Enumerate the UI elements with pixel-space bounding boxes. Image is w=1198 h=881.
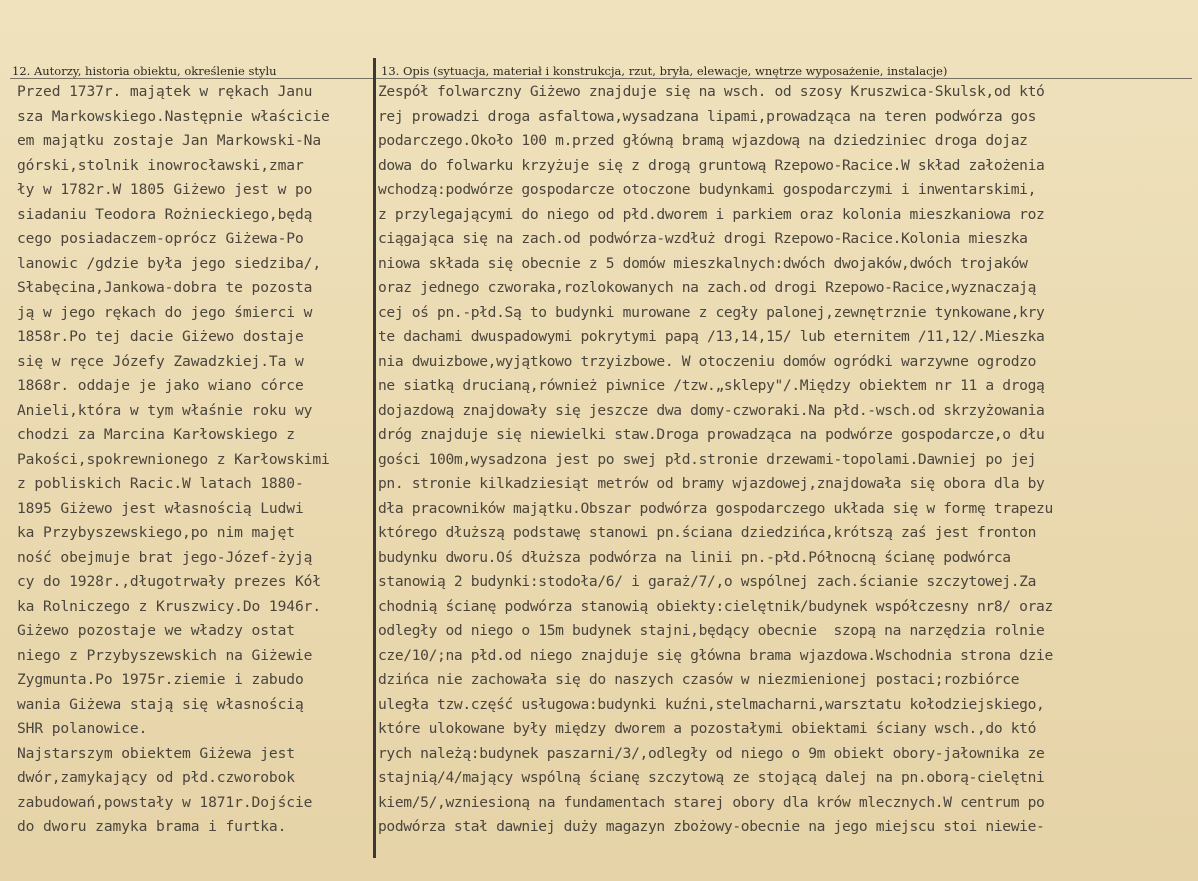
history-text-line: Przed 1737r. majątek w rękach Janu <box>17 83 313 100</box>
history-text-line: SHR polanowice. <box>17 720 148 737</box>
column-divider <box>373 58 376 858</box>
description-text-line: rych należą:budynek paszarni/3/,odległy od niego o 9m obiekt obory-jałownika ze <box>378 744 1045 762</box>
description-text-line: którego dłuższą podstawę stanowi pn.ściana dziedzińca,krótszą zaś jest fronton <box>378 524 1037 541</box>
description-text-line: które ulokowane były między dworem a pozostałymi obiektami ściany wsch.,do któ <box>378 720 1037 737</box>
history-text-line: Giżewo pozostaje we władzy ostat <box>17 622 295 639</box>
history-text-line: Słabęcina,Jankowa-dobra te pozosta <box>17 279 313 296</box>
description-text-line: stajnią/4/mający wspólną ścianę szczytową ze stojącą dalej na pn.oborą-cielętni <box>378 769 1045 786</box>
history-text-line: 1858r.Po tej dacie Giżewo dostaje <box>17 328 304 345</box>
description-text-line: te dachami dwuspadowymi pokrytymi papą /13,14,15/ lub eternitem /11,12/.Mieszka <box>378 328 1045 345</box>
history-text-line: lanowic /gdzie była jego siedziba/, <box>17 254 322 272</box>
description-text-line: chodnią ścianę podwórza stanowią obiekty:cielętnik/budynek współczesny nr8/ oraz <box>378 597 1053 615</box>
description-text-line: ne siatką drucianą,również piwnice /tzw.„sklepy"/.Między obiektem nr 11 a drogą <box>378 377 1045 394</box>
description-text-line: kiem/5/,wzniesioną na fundamentach starej obory dla krów mlecznych.W centrum po <box>378 793 1045 811</box>
description-text-line: gości 100m,wysadzona jest po swej płd.stronie drzewami-topolami.Dawniej po jej <box>378 450 1037 468</box>
description-text-line: nia dwuizbowe,wyjątkowo trzyizbowe. W otoczeniu domów ogródki warzywne ogrodzo <box>378 352 1037 370</box>
history-text-line: zabudowań,powstały w 1871r.Dojście <box>17 793 313 811</box>
description-text-line: Zespół folwarczny Giżewo znajduje się na wsch. od szosy Kruszwica-Skulsk,od któ <box>378 83 1045 100</box>
description-text-line: dła pracowników majątku.Obszar podwórza gospodarczego układa się w formę trapezu <box>378 499 1053 517</box>
description-text-line: cze/10/;na płd.od niego znajduje się główna brama wjazdowa.Wschodnia strona dzie <box>378 646 1053 664</box>
history-text-line: siadaniu Teodora Rożnieckiego,będą <box>17 205 313 223</box>
history-text-line: wania Giżewa stają się własnością <box>17 695 304 713</box>
header-rule <box>10 78 1192 79</box>
history-text-line: ność obejmuje brat jego-Józef-żyją <box>17 548 313 566</box>
history-column <box>17 80 369 840</box>
description-text-line: podwórza stał dawniej duży magazyn zbożowy-obecnie na jego miejscu stoi niewie- <box>378 818 1045 835</box>
history-text-line: Najstarszym obiektem Giżewa jest <box>17 744 295 762</box>
history-text-line: 1868r. oddaje je jako wiano córce <box>17 377 304 394</box>
description-text-line: pn. stronie kilkadziesiąt metrów od bramy wjazdowej,znajdowała się obora dla by <box>378 475 1045 492</box>
description-text-line: cej oś pn.-płd.Są to budynki murowane z cegły palonej,zewnętrznie tynkowane,kry <box>378 303 1045 321</box>
history-text-line: sza Markowskiego.Następnie właścicie <box>17 107 330 125</box>
description-text-line: niowa składa się obecnie z 5 domów mieszkalnych:dwóch dwojaków,dwóch trojaków <box>378 254 1028 272</box>
description-text-line: stanowią 2 budynki:stodoła/6/ i garaż/7/,o wspólnej zach.ścianie szczytowej.Za <box>378 573 1037 590</box>
description-text-line: z przylegającymi do niego od płd.dworem i parkiem oraz kolonia mieszkaniowa roz <box>378 205 1045 223</box>
description-text-line: rej prowadzi droga asfaltowa,wysadzana lipami,prowadząca na teren podwórza gos <box>378 107 1037 125</box>
description-text-line: dojazdową znajdowały się jeszcze dwa domy-czworaki.Na płd.-wsch.od skrzyżowania <box>378 401 1045 419</box>
description-text-line: wchodzą:podwórze gospodarcze otoczone budynkami gospodarczymi i inwentarskimi, <box>378 181 1037 198</box>
description-text-line: dowa do folwarku krzyżuje się z drogą gruntową Rzepowo-Racice.W skład założenia <box>378 156 1045 174</box>
history-text-line: górski,stolnik inowrocławski,zmar <box>17 156 304 174</box>
history-text-line: 1895 Giżewo jest własnością Ludwi <box>17 499 304 517</box>
description-text-line: oraz jednego czworaka,rozlokowanych na zach.od drogi Rzepowo-Racice,wyznaczają <box>378 279 1037 296</box>
history-text-line: cego posiadaczem-oprócz Giżewa-Po <box>17 230 304 247</box>
history-text-line: się w ręce Józefy Zawadzkiej.Ta w <box>17 352 304 370</box>
section-12-header: 12. Autorzy, historia obiektu, określenie stylu <box>12 64 277 78</box>
description-text-line: dróg znajduje się niewielki staw.Droga prowadząca na podwórze gospodarcze,o dłu <box>378 426 1045 443</box>
history-text-line: Anieli,która w tym właśnie roku wy <box>17 401 313 419</box>
history-text-line: ją w jego rękach do jego śmierci w <box>17 303 313 321</box>
description-text-line: odległy od niego o 15m budynek stajni,będący obecnie szopą na narzędzia rolnie <box>378 622 1045 639</box>
description-text-line: uległa tzw.część usługowa:budynki kuźni,stelmacharni,warsztatu kołodziejskiego, <box>378 695 1045 713</box>
history-text-line: niego z Przybyszewskich na Giżewie <box>17 646 313 664</box>
history-text-line: Pakości,spokrewnionego z Karłowskimi <box>17 450 330 468</box>
section-13-header: 13. Opis (sytuacja, materiał i konstrukcja, rzut, bryła, elewacje, wnętrze wyposażenie, instalacje) <box>381 64 948 78</box>
history-text-line: cy do 1928r.,długotrwały prezes Kół <box>17 573 322 590</box>
description-text-line: dzińca nie zachowała się do naszych czasów w niezmienionej postaci;rozbiórce <box>378 671 1020 688</box>
history-text-line: ły w 1782r.W 1805 Giżewo jest w po <box>17 181 313 198</box>
history-text-line: Zygmunta.Po 1975r.ziemie i zabudo <box>17 671 304 688</box>
description-column <box>378 80 1194 840</box>
history-text-line: do dworu zamyka brama i furtka. <box>17 818 287 835</box>
description-text-line: ciągająca się na zach.od podwórza-wzdłuż drogi Rzepowo-Racice.Kolonia mieszka <box>378 230 1028 247</box>
history-text-line: z pobliskich Racic.W latach 1880- <box>17 475 304 492</box>
history-text-line: chodzi za Marcina Karłowskiego z <box>17 426 295 443</box>
history-text-line: dwór,zamykający od płd.czworobok <box>17 769 295 786</box>
description-text-line: podarczego.Około 100 m.przed główną bramą wjazdową na dziedziniec droga dojaz <box>378 132 1028 149</box>
description-text-line: budynku dworu.Oś dłuższa podwórza na linii pn.-płd.Północną ścianę podwórca <box>378 548 1011 566</box>
history-text-line: em majątku zostaje Jan Markowski-Na <box>17 132 322 149</box>
history-text-line: ka Rolniczego z Kruszwicy.Do 1946r. <box>17 597 322 615</box>
history-text-line: ka Przybyszewskiego,po nim majęt <box>17 524 295 541</box>
